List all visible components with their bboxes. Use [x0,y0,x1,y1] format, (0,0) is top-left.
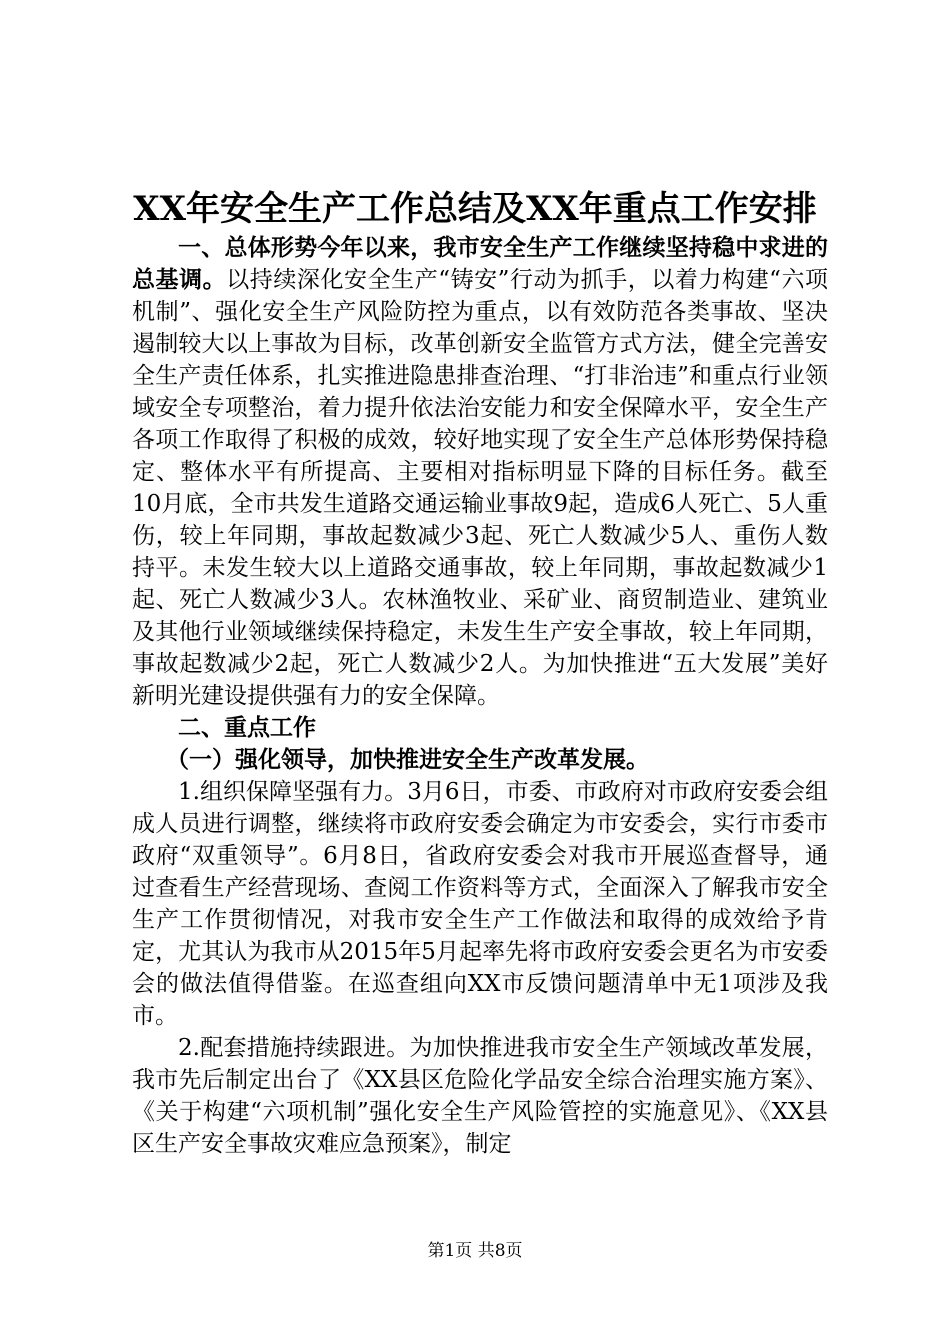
document-body [132,232,828,1160]
document-title: XX年安全生产工作总结及XX年重点工作安排 [133,189,817,229]
subsection-heading-leadership: （一）强化领导，加快推进安全生产改革发展。 [166,747,649,773]
section-heading-key-work: 二、重点工作 [178,715,316,741]
paragraph-item-1: 1.组织保障坚强有力。3月6日，市委、市政府对市政府安委会组成人员进行调整，继续将市政府安委会确定为市安委会，实行市委市政府“双重领导”。6月8日，省政府安委会对我市开展巡查督导，通过查看生产经营现场、查阅工作资料等方式，全面深入了解我市安全生产工作贯彻情况，对我市安全生产工作做法和取得的成效给予肯定，尤其认为我市从2015年5月起率先将市政府安委会更名为市安委会的做法值得借鉴。在巡查组向XX市反馈问题清单中无1项涉及我市。 [132,779,828,1029]
paragraph-body: 以持续深化安全生产“铸安”行动为抓手，以着力构建“六项机制”、强化安全生产风险防控为重点，以有效防范各类事故、坚决遏制较大以上事故为目标，改革创新安全监管方式方法，健全完善安全生产责任体系，扎实推进隐患排查治理、“打非治违”和重点行业领域安全专项整治，着力提升依法治安能力和安全保障水平，安全生产各项工作取得了积极的成效，较好地实现了安全生产总体形势保持稳定、整体水平有所提高、主要相对指标明显下降的目标任务。截至10月底，全市共发生道路交通运输业事故9起，造成6人死亡、5人重伤，较上年同期，事故起数减少3起、死亡人数减少5人、重伤人数持平。未发生较大以上道路交通事故，较上年同期，事故起数减少1起、死亡人数减少3人。农林渔牧业、采矿业、商贸制造业、建筑业及其他行业领域继续保持稳定，未发生生产安全事故，较上年同期，事故起数减少2起，死亡人数减少2人。为加快推进“五大发展”美好新明光建设提供强有力的安全保障。 [132,267,828,709]
paragraph-lead: 一、总体形势今年以来，我市安全生产工作继续坚持稳中求进的总基调。 [132,235,828,293]
page-footer: 第1页 共8页 [427,1241,523,1261]
paragraph-item-2: 2.配套措施持续跟进。为加快推进我市安全生产领域改革发展，我市先后制定出台了《XX县区危险化学品安全综合治理实施方案》、《关于构建“六项机制”强化安全生产风险管控的实施意见》、《XX县区生产安全事故灾难应急预案》，制定 [132,1035,828,1157]
paragraph-overall-situation [132,232,828,712]
